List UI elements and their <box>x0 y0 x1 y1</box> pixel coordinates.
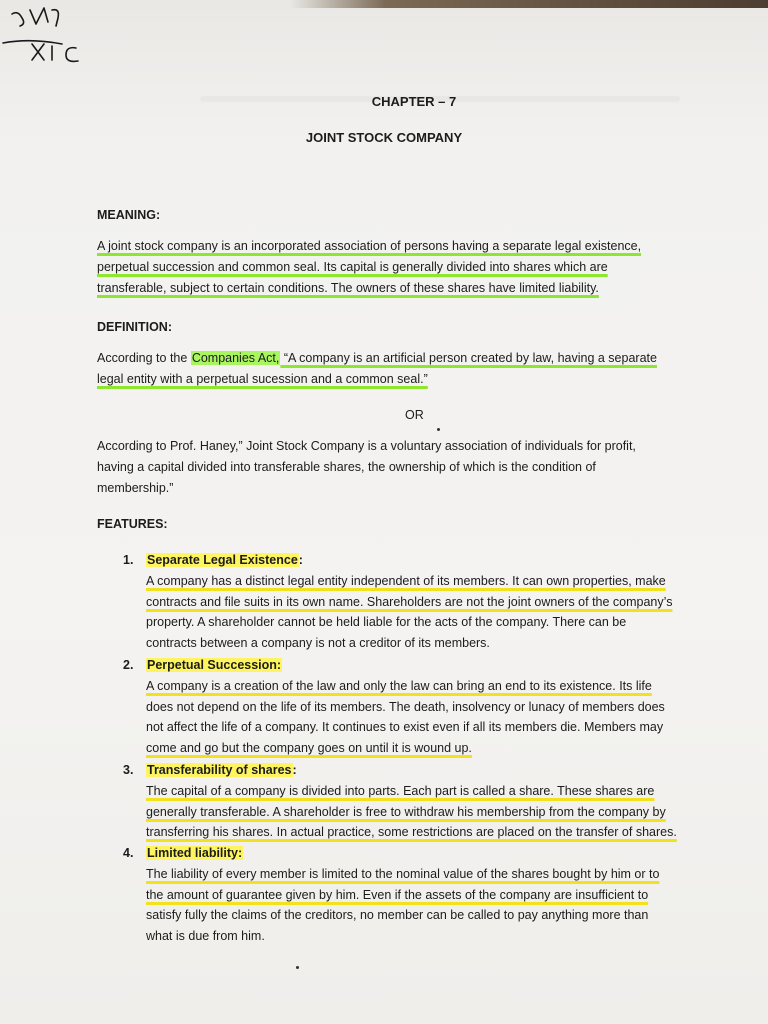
feature-number: 1. <box>123 553 134 567</box>
feature-body <box>146 781 736 843</box>
definition-heading: DEFINITION: <box>97 320 172 334</box>
feature-line: what is due from him. <box>146 928 265 943</box>
feature-title <box>146 658 282 672</box>
features-heading: FEATURES: <box>97 517 168 531</box>
feature-title <box>146 553 303 567</box>
feature-title <box>146 763 297 777</box>
definition-quote: “A company is an artificial person created by law, having a separate <box>280 351 657 365</box>
feature-title-highlight: Perpetual Succession: <box>147 658 282 672</box>
feature-body <box>146 864 736 946</box>
feature-line: transferring his shares. In actual practice, some restrictions are placed on the transfer of shares. <box>146 825 677 839</box>
feature-line: A company has a distinct legal entity independent of its members. It can own properties, make <box>146 574 666 588</box>
companies-act-highlight: Companies Act, <box>191 351 280 365</box>
feature-line: property. A shareholder cannot be held liable for the acts of the company. There can be <box>146 615 627 629</box>
meaning-heading: MEANING: <box>97 208 161 222</box>
feature-body <box>146 676 736 758</box>
definition-quote-end: legal entity with a perpetual sucession and a common seal.” <box>97 372 428 386</box>
feature-number: 3. <box>123 763 134 777</box>
meaning-line <box>97 278 707 299</box>
definition-line: having a capital divided into transferable shares, the ownership of which is the condition of <box>97 460 596 474</box>
feature-line: not affect the life of a company. It continues to exist even if all its members die. Members may <box>146 720 664 734</box>
definition-companies-act <box>97 348 707 390</box>
feature-title-highlight: Transferability of shares <box>147 763 292 777</box>
feature-body <box>146 571 736 653</box>
feature-line: come and go but the company goes on until it is wound up. <box>146 740 472 755</box>
feature-line: A company is a creation of the law and only the law can bring an end to its existence. Its life <box>146 679 652 693</box>
feature-title-colon: : <box>292 763 297 777</box>
chapter-number: CHAPTER – 7 <box>371 94 457 109</box>
feature-line: the amount of guarantee given by him. Even if the assets of the company are insufficient to <box>146 887 649 902</box>
feature-line: contracts between a company is not a creditor of its members. <box>146 635 490 650</box>
stray-mark <box>296 966 299 969</box>
meaning-line-text: transferable, subject to certain conditions. The owners of these shares have limited liability. <box>97 281 599 295</box>
feature-line: The capital of a company is divided into parts. Each part is called a share. These shares are <box>146 784 655 798</box>
feature-line: contracts and file suits in its own name. Shareholders are not the joint owners of the company’s <box>146 594 673 609</box>
definition-line: membership.” <box>97 481 174 495</box>
definition-line <box>97 348 707 369</box>
chapter-title: JOINT STOCK COMPANY <box>305 130 463 145</box>
scan-shadow-edge <box>290 0 768 8</box>
feature-line: The liability of every member is limited to the nominal value of the shares bought by him or to <box>146 867 660 881</box>
feature-number: 4. <box>123 846 134 860</box>
feature-title-highlight: Separate Legal Existence <box>147 553 298 567</box>
feature-line: generally transferable. A shareholder is free to withdraw his membership from the company by <box>146 804 666 819</box>
feature-title-highlight: Limited liability: <box>147 846 243 860</box>
stray-mark <box>437 428 440 431</box>
definition-haney <box>97 436 707 499</box>
feature-title <box>146 846 243 860</box>
definition-prefix: According to the <box>97 351 191 365</box>
handwritten-note <box>0 0 120 70</box>
meaning-paragraph <box>97 236 707 299</box>
or-separator: OR <box>405 408 424 422</box>
definition-line: According to Prof. Haney,” Joint Stock Company is a voluntary association of individuals for profit, <box>97 439 636 453</box>
meaning-line: A joint stock company is an incorporated association of persons having a separate legal existence, <box>97 239 642 253</box>
feature-line: does not depend on the life of its members. The death, insolvency or lunacy of members does <box>146 699 665 714</box>
feature-line: satisfy fully the claims of the creditors, no member can be called to pay anything more than <box>146 908 649 922</box>
definition-line <box>97 369 707 390</box>
feature-number: 2. <box>123 658 134 672</box>
meaning-line: perpetual succession and common seal. Its capital is generally divided into shares which are <box>97 260 608 274</box>
feature-title-colon: : <box>298 553 303 567</box>
